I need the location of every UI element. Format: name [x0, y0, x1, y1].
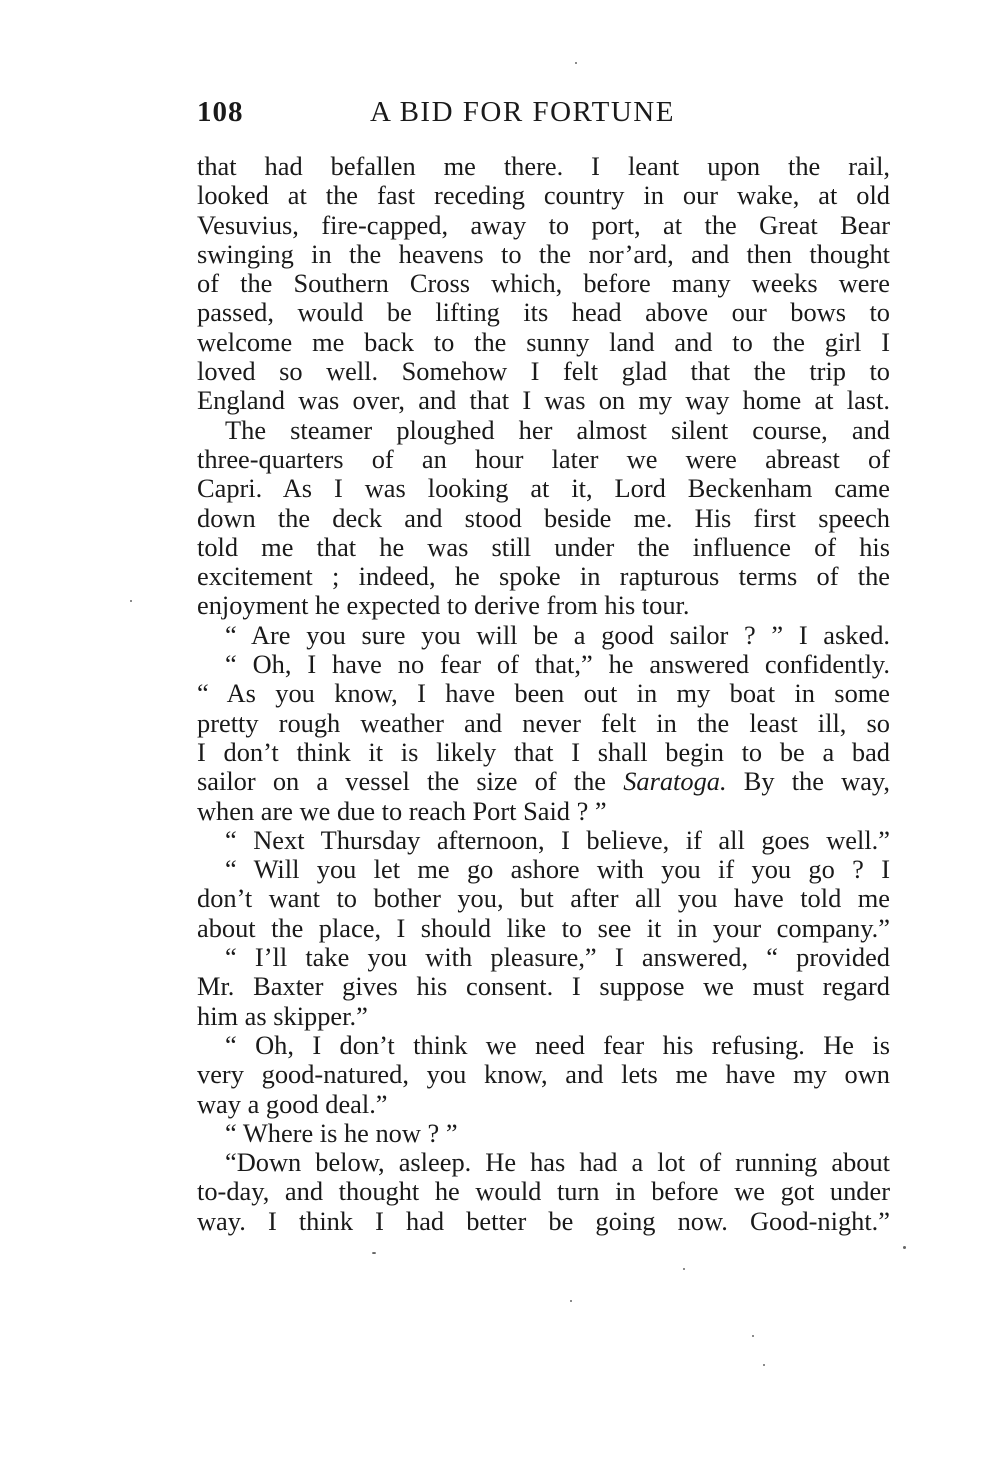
text-line: of the Southern Cross which, before many weeks were: [197, 268, 890, 299]
text-line: “ Oh, I don’t think we need fear his refusing. He is: [225, 1029, 890, 1060]
text-line: way a good deal.”: [197, 1088, 388, 1119]
text-line: Mr. Baxter gives his consent. I suppose we must regard: [197, 971, 890, 1002]
text-line: way. I think I had better be going now. Good-night.”: [197, 1205, 890, 1236]
text-line: Capri. As I was looking at it, Lord Beckenham came: [197, 473, 890, 504]
running-title: A BID FOR FORTUNE: [370, 96, 675, 128]
text-line: when are we due to reach Port Said ? ”: [197, 795, 607, 826]
text-line: enjoyment he expected to derive from his tour.: [197, 590, 690, 621]
scan-speck: [575, 62, 577, 64]
text-line: pretty rough weather and never felt in the least ill, so: [197, 707, 890, 738]
text-line: “ Oh, I have no fear of that,” he answered confidently.: [225, 649, 890, 680]
text-line: welcome me back to the sunny land and to the girl I: [197, 326, 890, 357]
text-line: that had befallen me there. I leant upon the rail,: [197, 151, 890, 181]
text-line: I don’t think it is likely that I shall begin to be a bad: [197, 736, 890, 767]
text-line: Vesuvius, fire-capped, away to port, at the Great Bear: [197, 209, 890, 240]
scan-speck: [763, 1364, 765, 1366]
text-line: passed, would be lifting its head above our bows to: [197, 297, 890, 328]
text-line: “ Are you sure you will be a good sailor ? ” I asked.: [225, 619, 890, 650]
text-line: loved so well. Somehow I felt glad that the trip to: [197, 356, 890, 387]
text-line: about the place, I should like to see it in your company.”: [197, 912, 890, 943]
text-segment: sailor on a vessel the size of the: [197, 766, 624, 797]
text-line: England was over, and that I was on my way home at last.: [197, 385, 890, 416]
text-segment: By the way,: [726, 766, 890, 797]
text-line: “ As you know, I have been out in my boat in some: [197, 678, 890, 709]
ship-name-italic: Saratoga.: [623, 766, 727, 797]
text-line: very good-natured, you know, and lets me have my own: [197, 1059, 890, 1090]
text-line: The steamer ploughed her almost silent course, and: [225, 414, 890, 445]
scan-speck: [130, 600, 132, 602]
text-line: to-day, and thought he would turn in before we got under: [197, 1176, 890, 1207]
scan-speck: [683, 1268, 685, 1270]
text-line: “ Will you let me go ashore with you if you go ? I: [225, 854, 890, 885]
text-line: don’t want to bother you, but after all you have told me: [197, 883, 890, 914]
text-line-with-italic: [197, 767, 890, 796]
text-line: “ I’ll take you with pleasure,” I answered, “ provided: [225, 942, 890, 973]
text-line: down the deck and stood beside me. His first speech: [197, 502, 890, 533]
text-line: “ Next Thursday afternoon, I believe, if all goes well.”: [225, 824, 890, 855]
text-line: looked at the fast receding country in our wake, at old: [197, 180, 890, 211]
scan-speck: [570, 1300, 572, 1302]
page-number: 108: [197, 96, 244, 128]
scan-speck: [372, 1252, 376, 1254]
running-head: [197, 96, 890, 136]
scan-speck: [903, 1246, 906, 1249]
text-line: three-quarters of an hour later we were abreast of: [197, 443, 890, 474]
text-line: “Down below, asleep. He has had a lot of running about: [225, 1147, 890, 1178]
text-line: excitement ; indeed, he spoke in rapturous terms of the: [197, 561, 890, 592]
text-line: “ Where is he now ? ”: [225, 1117, 458, 1148]
scan-speck: [752, 1335, 754, 1337]
text-line: swinging in the heavens to the nor’ard, and then thought: [197, 238, 890, 269]
text-line: told me that he was still under the influence of his: [197, 531, 890, 562]
body-text: [197, 152, 890, 1236]
text-line: him as skipper.”: [197, 1000, 368, 1031]
